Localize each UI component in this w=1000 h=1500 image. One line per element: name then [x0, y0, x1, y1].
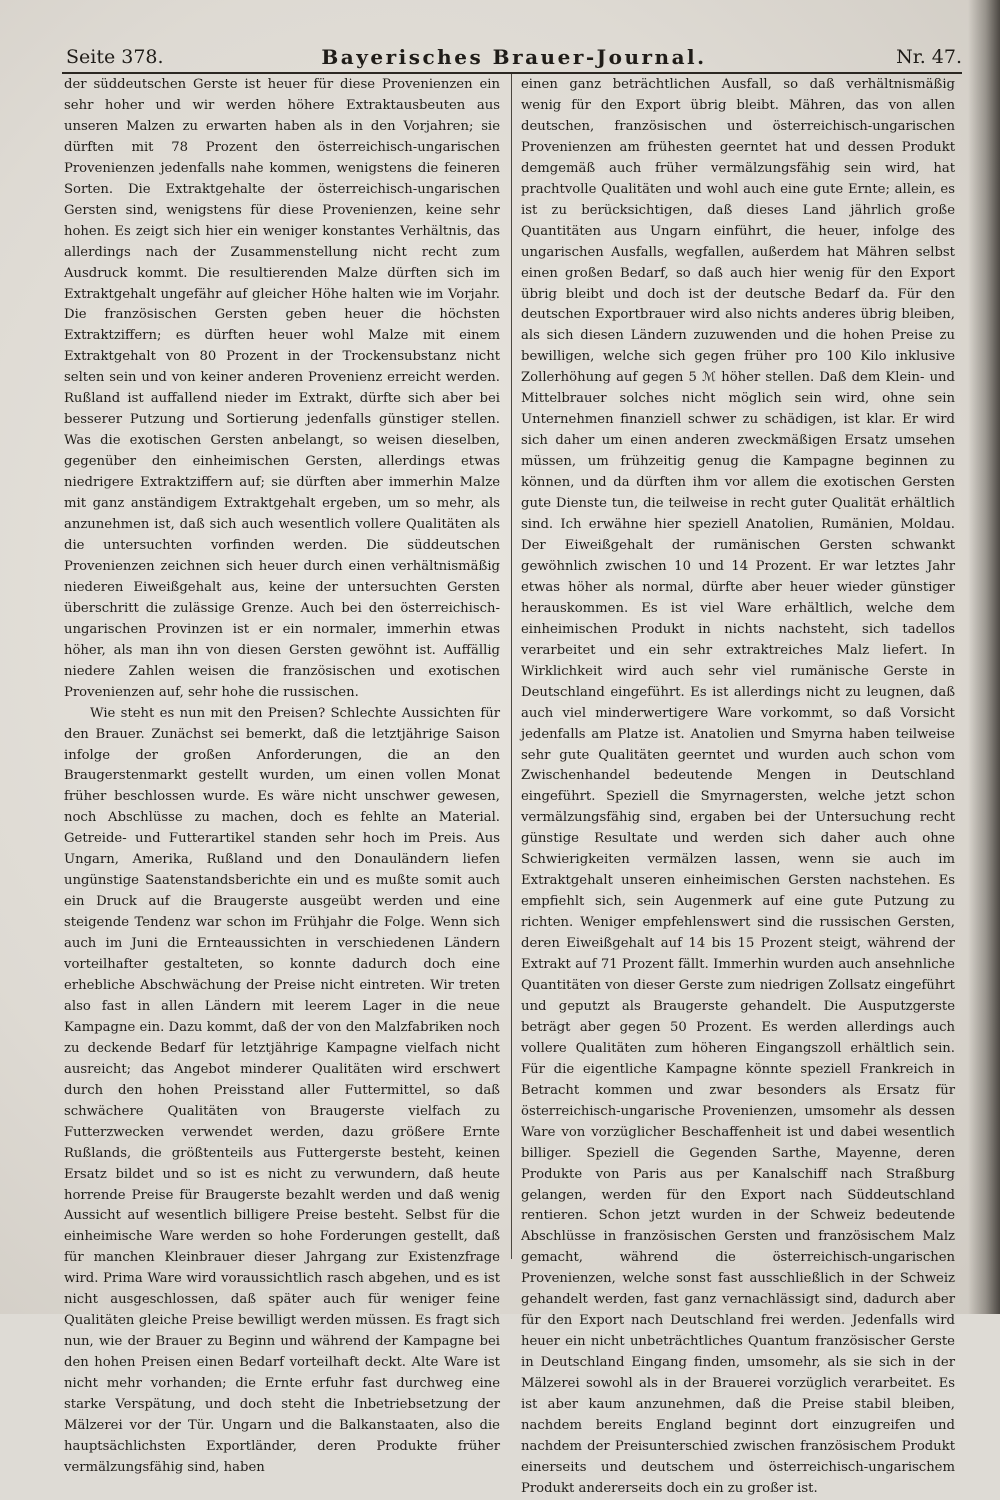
left-paragraph-2: Wie steht es nun mit den Preisen? Schlechte Aussichten für den Brauer. Zunächst sei bemerkt, daß die letztjährige Saison infolge der großen Anforderungen, die an den Braugerstenmarkt gestellt wurden, um einen vollen Monat früher beschlossen wurde. Es wäre nicht unschwer gewesen, noch Abschlüsse zu machen, doch es fehlte an Material. Getreide- und Futterartikel standen sehr hoch im Preis. Aus Ungarn, Amerika, Rußland und den Donauländern liefen ungünstige Saatenstandsberichte ein und es mußte somit auch ein Druck auf die Braugerste ausgeübt werden und eine steigende Tendenz war schon im Frühjahr die Folge. Wenn sich auch im Juni die Ernteaussichten in verschiedenen Ländern vorteilhafter gestalteten, so konnte dadurch doch eine erhebliche Abschwächung der Preise nicht eintreten. Wir treten also fast in allen Ländern mit leerem Lager in die neue Kampagne ein. Dazu kommt, daß der von den Malzfabriken noch zu deckende Bedarf für letztjährige Kampagne vielfach nicht ausreicht; das Angebot minderer Qualitäten wird erschwert durch den hohen Preisstand aller Futtermittel, so daß schwächere Qualitäten von Braugerste vielfach zu Futterzwecken verwendet werden, dazu größere Ernte Rußlands, die größtenteils aus Futtergerste besteht, keinen Ersatz bildet und so ist es nicht zu verwundern, daß heute horrende Preise für Braugerste bezahlt werden und daß wenig Aussicht auf wesentlich billigere Preise besteht. Selbst für die einheimische Ware werden so hohe Forderungen gestellt, daß für manchen Kleinbrauer dieser Jahrgang zur Existenzfrage wird. Prima Ware wird voraussichtlich rasch abgehen, und es ist nicht ausgeschlossen, daß später auch für weniger feine Qualitäten gleiche Preise bewilligt werden müssen. Es fragt sich nun, wie der Brauer zu Beginn und während der Kampagne bei den hohen Preisen einen Bedarf vorteilhaft deckt. Alte Ware ist nicht mehr vorhanden; die Ernte erfuhr fast durchweg eine starke Verspätung, und doch steht die Inbetriebsetzung der Mälzerei vor der Tür. Ungarn und die Balkanstaaten, also die hauptsächlichsten Exportländer, deren Produkte früher vermälzungsfähig sind, haben: [64, 705, 500, 1475]
right-column: [521, 75, 955, 1496]
page-number-label: Seite 378.: [66, 46, 164, 68]
header-rule: [62, 72, 962, 74]
left-paragraph-1: der süddeutschen Gerste ist heuer für diese Provenienzen ein sehr hoher und wir werden höhere Extraktausbeuten aus unseren Malzen zu erwarten haben als in den Vorjahren; sie dürften mit 78 Prozent den österreichisch-ungarischen Provenienzen jedenfalls nahe kommen, wenigstens die feineren Sorten. Die Extraktgehalte der österreichisch-ungarischen Gersten sind, wenigstens für diese Provenienzen, keine sehr hohen. Es zeigt sich hier ein weniger konstantes Verhältnis, das allerdings nach der Zusammenstellung nicht recht zum Ausdruck kommt. Die resultierenden Malze dürften sich im Extraktgehalt ungefähr auf gleicher Höhe halten wie im Vorjahr. Die französischen Gersten geben heuer die höchsten Extraktziffern; es dürften heuer wohl Malze mit einem Extraktgehalt von 80 Prozent in der Trockensubstanz nicht selten sein und von keiner anderen Provenienz erreicht werden. Rußland ist auffallend nieder im Extrakt, dürfte sich aber bei besserer Putzung und Sortierung jedenfalls günstiger stellen. Was die exotischen Gersten anbelangt, so weisen dieselben, gegenüber den einheimischen Gersten, allerdings etwas niedrigere Extraktziffern auf; sie dürften aber immerhin Malze mit ganz anständigem Extraktgehalt ergeben, um so mehr, als anzunehmen ist, daß sich auch wesentlich vollere Qualitäten als die untersuchten vorfinden werden. Die süddeutschen Provenienzen zeichnen sich heuer durch einen verhältnismäßig niederen Eiweißgehalt aus, keine der untersuchten Gersten überschritt die zulässige Grenze. Auch bei den österreichisch-ungarischen Provinzen ist er ein normaler, immerhin etwas höher, als man ihn von diesen Gersten gewöhnt ist. Auffällig niedere Zahlen weisen die französischen und exotischen Provenienzen auf, sehr hohe die russischen.: [64, 77, 500, 700]
right-paragraph-1: einen ganz beträchtlichen Ausfall, so daß verhältnismäßig wenig für den Export übrig bleibt. Mähren, das von allen deutschen, französischen und österreichisch-ungarischen Provenienzen am frühesten geerntet hat und dessen Produkt demgemäß auch früher vermälzungsfähig sein wird, hat prachtvolle Qualitäten und wohl auch eine gute Ernte; allein, es ist zu berücksichtigen, daß dieses Land jährlich große Quantitäten aus Ungarn einführt, die heuer, infolge des ungarischen Ausfalls, wegfallen, außerdem hat Mähren selbst einen großen Bedarf, so daß auch hier wenig für den Export übrig bleibt und doch ist der deutsche Bedarf da. Für den deutschen Exportbrauer wird also nichts anderes übrig bleiben, als sich diesen Ländern zuzuwenden und die hohen Preise zu bewilligen, welche sich gegen früher pro 100 Kilo inklusive Zollerhöhung auf gegen 5 ℳ höher stellen. Daß dem Klein- und Mittelbrauer solches nicht möglich sein wird, ohne sein Unternehmen finanziell schwer zu schädigen, ist klar. Er wird sich daher um einen anderen zweckmäßigen Ersatz umsehen müssen, um frühzeitig genug die Kampagne beginnen zu können, und da dürften ihm vor allem die exotischen Gersten gute Dienste tun, die teilweise in recht guter Qualität erhältlich sind. Ich erwähne hier speziell Anatolien, Rumänien, Moldau. Der Eiweißgehalt der rumänischen Gersten schwankt gewöhnlich zwischen 10 und 14 Prozent. Er war letztes Jahr etwas höher als normal, dürfte aber heuer wieder günstiger herauskommen. Es ist viel Ware erhältlich, welche dem einheimischen Produkt in nichts nachsteht, sich tadellos verarbeitet und ein sehr extraktreiches Malz liefert. In Wirklichkeit wird auch sehr viel rumänische Gerste in Deutschland eingeführt. Es ist allerdings nicht zu leugnen, daß auch viel minderwertigere Ware vorkommt, so daß Vorsicht jedenfalls am Platze ist. Anatolien und Smyrna haben teilweise sehr gute Qualitäten geerntet und wurden auch schon vom Zwischenhandel bedeutende Mengen in Deutschland eingeführt. Speziell die Smyrnagersten, welche jetzt schon vermälzungsfähig sind, ergaben bei der Untersuchung recht günstige Resultate und werden sich daher auch ohne Schwierigkeiten vermälzen lassen, wenn sie auch im Extraktgehalt unseren einheimischen Gersten nachstehen. Es empfiehlt sich, sein Augenmerk auf eine gute Putzung zu richten. Weniger empfehlenswert sind die russischen Gersten, deren Eiweißgehalt auf 14 bis 15 Prozent steigt, während der Extrakt auf 71 Prozent fällt. Immerhin wurden auch ansehnliche Quantitäten von dieser Gerste zum niedrigen Zollsatz eingeführt und geputzt als Braugerste gehandelt. Die Ausputzgerste beträgt aber gegen 50 Prozent. Es werden allerdings auch vollere Qualitäten zum höheren Eingangszoll erhältlich sein. Für die eigentliche Kampagne könnte speziell Frankreich in Betracht kommen und zwar besonders als Ersatz für österreichisch-ungarische Provenienzen, umsomehr als dessen Ware von vorzüglicher Beschaffenheit ist und dabei wesentlich billiger. Speziell die Gegenden Sarthe, Mayenne, deren Produkte von Paris aus per Kanalschiff nach Straßburg gelangen, werden für den Export nach Süddeutschland rentieren. Schon jetzt wurden in der Schweiz bedeutende Abschlüsse in französischen Gersten und französischem Malz gemacht, während die österreichisch-ungarischen Provenienzen, welche sonst fast ausschließlich in der Schweiz gehandelt werden, fast ganz vernachlässigt sind, dadurch aber für den Export nach Deutschland frei werden. Jedenfalls wird heuer ein nicht unbeträchtliches Quantum französischer Gerste in Deutschland Eingang finden, umsomehr, als sie sich in der Mälzerei sowohl als in der Brauerei vorzüglich verarbeitet. Es ist aber kaum anzunehmen, daß die Preise stabil bleiben, nachdem bereits England beginnt dort einzugreifen und nachdem der Preisunterschied zwischen französischem Produkt einerseits und deutschem und österreichisch-ungarischem Produkt andererseits doch ein zu großer ist.: [521, 77, 955, 1496]
page-header: [66, 44, 962, 70]
column-divider: [511, 74, 512, 1259]
left-column: [64, 75, 500, 1475]
issue-number: Nr. 47.: [896, 46, 962, 68]
binding-shadow: [968, 0, 1000, 1314]
journal-title: Bayerisches Brauer-Journal.: [321, 45, 707, 69]
